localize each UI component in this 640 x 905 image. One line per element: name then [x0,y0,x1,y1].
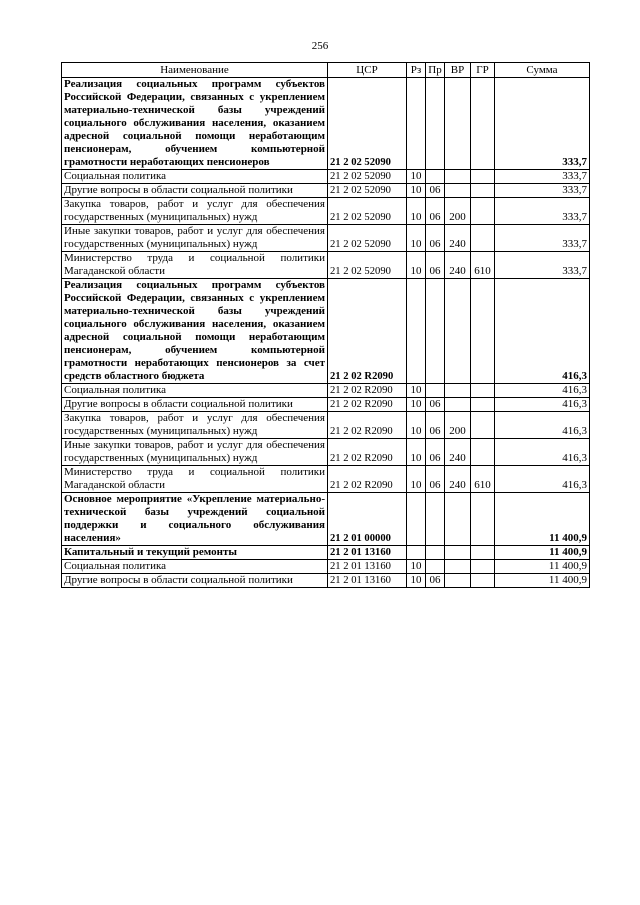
cell-vr [445,493,471,546]
table-row [62,493,590,546]
cell-gr [471,560,495,574]
cell-csr: 21 2 02 R2090 [328,439,407,466]
cell-sum: 333,7 [495,252,590,279]
cell-gr: 610 [471,466,495,493]
cell-gr [471,198,495,225]
cell-rz: 10 [407,184,426,198]
header-vr: ВР [445,63,471,78]
cell-rz: 10 [407,225,426,252]
page-number: 256 [311,40,329,52]
table-row [62,546,590,560]
table-row [62,170,590,184]
header-csr: ЦСР [328,63,407,78]
cell-csr: 21 2 02 52090 [328,198,407,225]
cell-vr [445,184,471,198]
table-row [62,560,590,574]
cell-name: Социальная политика [62,560,328,574]
cell-rz: 10 [407,398,426,412]
cell-vr [445,560,471,574]
cell-rz [407,279,426,384]
cell-pr: 06 [426,398,445,412]
cell-vr: 240 [445,466,471,493]
cell-pr: 06 [426,184,445,198]
cell-csr: 21 2 01 13160 [328,560,407,574]
cell-name: Социальная политика [62,384,328,398]
cell-rz: 10 [407,574,426,588]
cell-name: Социальная политика [62,170,328,184]
table-row [62,225,590,252]
cell-sum: 11 400,9 [495,560,590,574]
cell-pr [426,78,445,170]
cell-pr: 06 [426,252,445,279]
cell-rz: 10 [407,198,426,225]
cell-vr [445,574,471,588]
cell-sum: 416,3 [495,466,590,493]
cell-csr: 21 2 02 52090 [328,225,407,252]
cell-gr [471,398,495,412]
cell-vr [445,398,471,412]
cell-name: Реализация социальных программ субъектов Российской Федерации, связанных с укреплением материально-технической базы учреждений социального обслуживания населения, оказанием адресной социальной помощи неработающим пенсионерам, обучением компьютерной грамотности неработающих пенсионеров за счет средств областного бюджета [62,279,328,384]
cell-sum: 416,3 [495,279,590,384]
cell-pr [426,170,445,184]
budget-table [61,62,590,588]
cell-sum: 11 400,9 [495,546,590,560]
cell-vr: 240 [445,225,471,252]
cell-rz [407,546,426,560]
table-row [62,398,590,412]
cell-vr [445,78,471,170]
cell-csr: 21 2 02 R2090 [328,412,407,439]
cell-rz: 10 [407,560,426,574]
cell-csr: 21 2 02 52090 [328,78,407,170]
table-header-row [62,63,590,78]
header-gr: ГР [471,63,495,78]
cell-gr [471,279,495,384]
cell-rz [407,78,426,170]
header-pr: Пр [426,63,445,78]
cell-csr: 21 2 01 13160 [328,574,407,588]
table-row [62,412,590,439]
cell-pr [426,546,445,560]
table-row [62,184,590,198]
table-row [62,466,590,493]
cell-pr: 06 [426,574,445,588]
cell-sum: 333,7 [495,170,590,184]
cell-rz: 10 [407,252,426,279]
cell-sum: 333,7 [495,184,590,198]
cell-sum: 416,3 [495,384,590,398]
cell-rz: 10 [407,466,426,493]
cell-gr [471,225,495,252]
cell-rz: 10 [407,170,426,184]
cell-pr [426,493,445,546]
cell-sum: 11 400,9 [495,493,590,546]
table-row [62,198,590,225]
cell-rz: 10 [407,412,426,439]
cell-pr [426,560,445,574]
cell-pr: 06 [426,466,445,493]
cell-vr [445,546,471,560]
cell-pr [426,279,445,384]
table-row [62,384,590,398]
table-row [62,252,590,279]
cell-name: Закупка товаров, работ и услуг для обеспечения государственных (муниципальных) нужд [62,412,328,439]
cell-sum: 416,3 [495,412,590,439]
cell-pr: 06 [426,412,445,439]
cell-sum: 416,3 [495,398,590,412]
cell-name: Иные закупки товаров, работ и услуг для обеспечения государственных (муниципальных) нужд [62,439,328,466]
cell-vr: 200 [445,198,471,225]
table-row [62,439,590,466]
table-row [62,279,590,384]
cell-sum: 333,7 [495,198,590,225]
cell-sum: 333,7 [495,225,590,252]
cell-csr: 21 2 02 R2090 [328,398,407,412]
cell-pr [426,384,445,398]
cell-vr [445,279,471,384]
cell-csr: 21 2 02 R2090 [328,279,407,384]
header-sum: Сумма [495,63,590,78]
cell-name: Министерство труда и социальной политики Магаданской области [62,252,328,279]
cell-name: Иные закупки товаров, работ и услуг для обеспечения государственных (муниципальных) нужд [62,225,328,252]
cell-name: Другие вопросы в области социальной политики [62,574,328,588]
cell-name: Другие вопросы в области социальной политики [62,184,328,198]
cell-gr: 610 [471,252,495,279]
cell-gr [471,546,495,560]
cell-sum: 11 400,9 [495,574,590,588]
cell-sum: 416,3 [495,439,590,466]
cell-name: Капитальный и текущий ремонты [62,546,328,560]
cell-sum: 333,7 [495,78,590,170]
cell-gr [471,384,495,398]
cell-gr [471,184,495,198]
cell-pr: 06 [426,198,445,225]
cell-name: Основное мероприятие «Укрепление материально-технической базы учреждений социальной поддержки и социального обслуживания населения» [62,493,328,546]
cell-gr [471,493,495,546]
cell-gr [471,412,495,439]
cell-gr [471,78,495,170]
cell-vr: 200 [445,412,471,439]
header-rz: Рз [407,63,426,78]
cell-name: Другие вопросы в области социальной политики [62,398,328,412]
cell-name: Министерство труда и социальной политики Магаданской области [62,466,328,493]
cell-gr [471,170,495,184]
table-row [62,78,590,170]
cell-csr: 21 2 01 13160 [328,546,407,560]
table-row [62,574,590,588]
cell-gr [471,439,495,466]
cell-rz: 10 [407,439,426,466]
cell-vr [445,170,471,184]
cell-pr: 06 [426,439,445,466]
cell-vr [445,384,471,398]
cell-csr: 21 2 02 52090 [328,252,407,279]
cell-rz [407,493,426,546]
cell-vr: 240 [445,439,471,466]
table-body [62,78,590,588]
cell-rz: 10 [407,384,426,398]
cell-csr: 21 2 02 R2090 [328,384,407,398]
cell-vr: 240 [445,252,471,279]
cell-csr: 21 2 02 52090 [328,170,407,184]
cell-pr: 06 [426,225,445,252]
header-name: Наименование [62,63,328,78]
cell-name: Закупка товаров, работ и услуг для обеспечения государственных (муниципальных) нужд [62,198,328,225]
cell-csr: 21 2 02 R2090 [328,466,407,493]
cell-name: Реализация социальных программ субъектов Российской Федерации, связанных с укреплением материально-технической базы учреждений социального обслуживания населения, оказанием адресной социальной помощи неработающим пенсионерам, обучением компьютерной грамотности неработающих пенсионеров [62,78,328,170]
cell-csr: 21 2 02 52090 [328,184,407,198]
cell-gr [471,574,495,588]
cell-csr: 21 2 01 00000 [328,493,407,546]
